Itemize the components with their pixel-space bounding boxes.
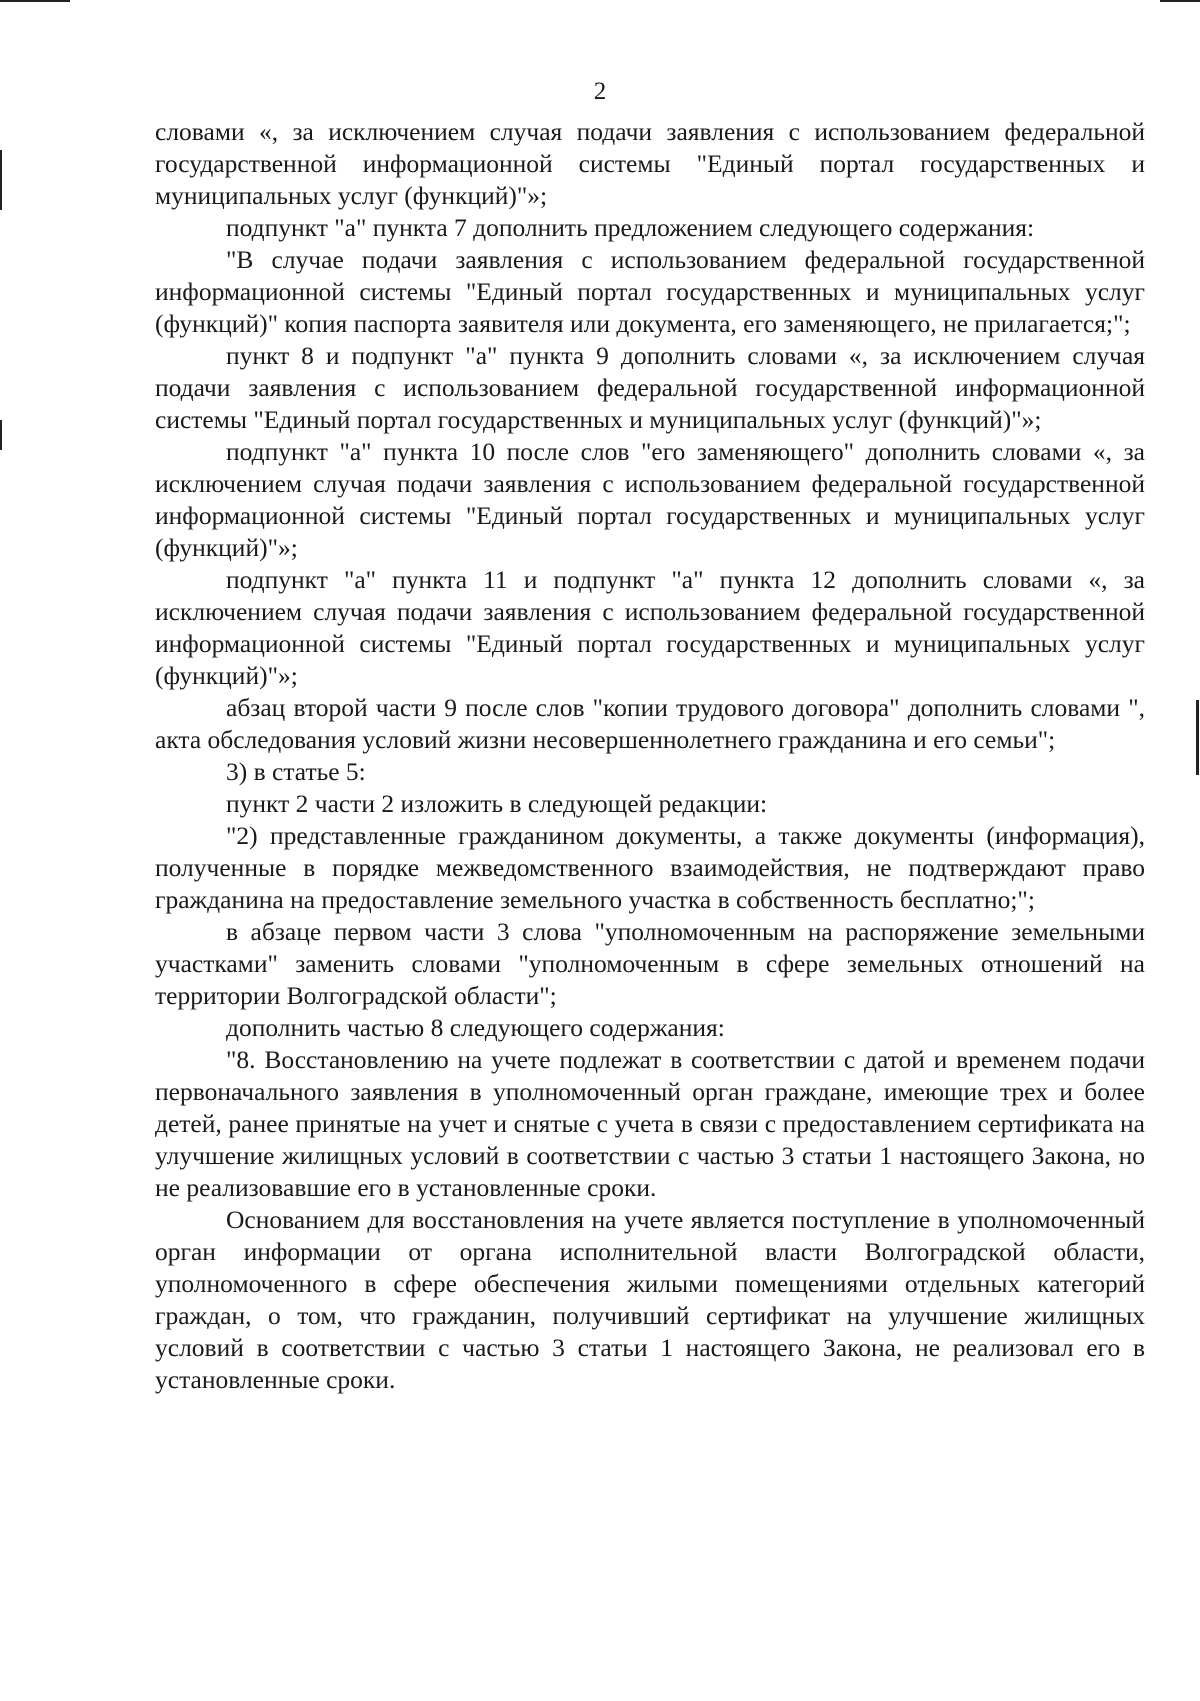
paragraph-12: дополнить частью 8 следующего содержания: [226, 1013, 725, 1042]
scan-edge-mark-left-lower [0, 420, 2, 450]
paragraph-9: пункт 2 части 2 изложить в следующей редакции: [226, 789, 768, 818]
paragraph-11: в абзаце первом части 3 слова "уполномоченным на распоряжение земельными участками" заменить словами "уполномоченным в сфере земельных отношений на территории Волгоградской области"; [155, 917, 1145, 1010]
paragraph-7: абзац второй части 9 после слов "копии трудового договора" дополнить словами ", акта обследования условий жизни несовершеннолетнего гражданина и его семьи"; [155, 693, 1145, 754]
paragraph-4: пункт 8 и подпункт "а" пункта 9 дополнить словами «, за исключением случая подачи заявления с использованием федеральной государственной информационной системы "Единый портал государственных и муниципальных услуг (функций)"»; [155, 341, 1145, 434]
paragraph-5: подпункт "а" пункта 10 после слов "его заменяющего" дополнить словами «, за исключением случая подачи заявления с использованием федеральной государственной информационной системы "Единый портал государственных и муниципальных услуг (функций)"»; [155, 437, 1145, 562]
scan-edge-mark-left [0, 150, 2, 210]
scan-edge-mark-top-left [0, 0, 70, 2]
scan-edge-mark-top-right [1160, 0, 1200, 2]
paragraph-3: "В случае подачи заявления с использованием федеральной государственной информационной системы "Единый портал государственных и муниципальных услуг (функций)" копия паспорта заявителя или документа, его заменяющего, не прилагается;"; [155, 245, 1145, 338]
paragraph-1-continuation: словами «, за исключением случая подачи заявления с использованием федеральной государственной информационной системы "Единый портал государственных и муниципальных услуг (функций)"»; [155, 117, 1145, 210]
paragraph-2: подпункт "а" пункта 7 дополнить предложением следующего содержания: [226, 213, 1035, 242]
paragraph-6: подпункт "а" пункта 11 и подпункт "а" пункта 12 дополнить словами «, за исключением случая подачи заявления с использованием федеральной государственной информационной системы "Единый портал государственных и муниципальных услуг (функций)"»; [155, 565, 1145, 690]
document-body [155, 116, 1145, 1396]
scan-edge-mark-right [1196, 700, 1199, 775]
paragraph-13: "8. Восстановлению на учете подлежат в соответствии с датой и временем подачи первоначального заявления в уполномоченный орган граждане, имеющие трех и более детей, ранее принятые на учет и снятые с учета в связи с предоставлением сертификата на улучшение жилищных условий в соответствии с частью 3 статьи 1 настоящего Закона, но не реализовавшие его в установленные сроки. [155, 1045, 1145, 1202]
paragraph-14: Основанием для восстановления на учете является поступление в уполномоченный орган информации от органа исполнительной власти Волгоградской области, уполномоченного в сфере обеспечения жилыми помещениями отдельных категорий граждан, о том, что гражданин, получивший сертификат на улучшение жилищных условий в соответствии с частью 3 статьи 1 настоящего Закона, не реализовал его в установленные сроки. [155, 1205, 1145, 1394]
paragraph-8: 3) в статье 5: [226, 757, 366, 786]
page-number: 2 [593, 78, 607, 105]
paragraph-10: "2) представленные гражданином документы, а также документы (информация), полученные в порядке межведомственного взаимодействия, не подтверждают право гражданина на предоставление земельного участка в собственность бесплатно;"; [155, 821, 1145, 914]
